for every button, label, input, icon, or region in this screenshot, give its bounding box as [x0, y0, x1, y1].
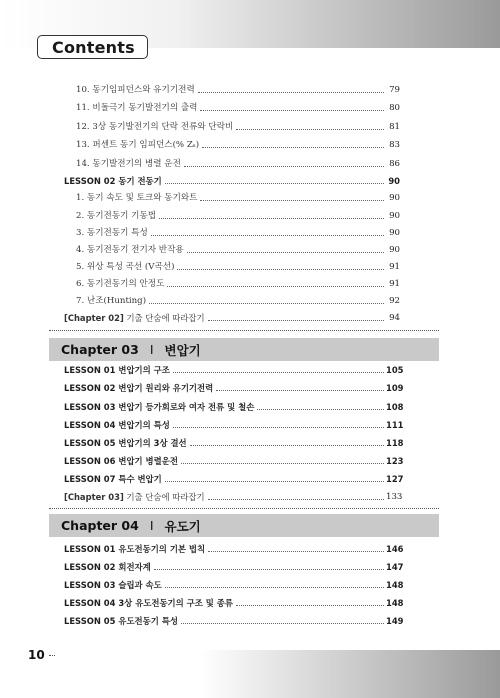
dot-leader [216, 390, 384, 391]
dot-leader [200, 110, 384, 111]
toc-entry[interactable]: 4. 동기전동기 전기자 반작용 90 [76, 245, 400, 255]
toc-entry[interactable]: 14. 동기발전기의 병렬 운전 86 [76, 159, 400, 169]
toc-lesson[interactable]: LESSON 04 변압기의 특성 111 [64, 420, 404, 430]
dot-leader [165, 481, 384, 482]
toc-lesson[interactable]: LESSON 03 슬립과 속도 148 [64, 580, 404, 590]
toc-lesson[interactable]: LESSON 02 변압기 원리와 유기기전력 109 [64, 383, 404, 393]
dot-leader [257, 409, 384, 410]
footer-band [0, 650, 500, 698]
dot-leader [200, 200, 384, 201]
toc-review[interactable]: [Chapter 03] 기출 단숨에 따라잡기 133 [64, 492, 403, 502]
dot-leader [151, 235, 384, 236]
dot-leader [187, 252, 384, 253]
dot-leader [190, 445, 384, 446]
dot-leader [202, 147, 384, 148]
page-title: Contents [52, 37, 135, 57]
toc-entry[interactable]: 10. 동기임피던스와 유기기전력 79 [76, 85, 400, 95]
toc-entry[interactable]: 12. 3상 동기발전기의 단락 전류와 단락비 81 [76, 122, 400, 132]
chapter-header[interactable]: Chapter 04 I 유도기 [49, 514, 439, 537]
dot-leader [198, 92, 384, 93]
page-number: 10 [28, 648, 45, 662]
toc-lesson[interactable]: LESSON 04 3상 유도전동기의 구조 및 종류 148 [64, 598, 404, 608]
dot-leader [181, 623, 384, 624]
dot-leader [149, 303, 384, 304]
chapter-header[interactable]: Chapter 03 I 변압기 [49, 338, 439, 361]
divider [49, 330, 439, 331]
dot-leader [167, 286, 384, 287]
page-number-mark [49, 655, 55, 656]
dot-leader [154, 569, 384, 570]
toc-entry[interactable]: 1. 동기 속도 및 토크와 동기와트 90 [76, 193, 400, 203]
toc-lesson[interactable]: LESSON 02 동기 전동기 90 [64, 176, 400, 186]
toc-lesson[interactable]: LESSON 05 변압기의 3상 결선 118 [64, 438, 404, 448]
dot-leader [208, 320, 384, 321]
dot-leader [236, 129, 384, 130]
toc-lesson[interactable]: LESSON 02 회전자계 147 [64, 562, 404, 572]
dot-leader [184, 166, 384, 167]
contents-header [37, 35, 148, 59]
toc-entry[interactable]: 5. 위상 특성 곡선 (V곡선) 91 [76, 262, 400, 272]
dot-leader [181, 463, 384, 464]
toc-entry[interactable]: 7. 난조(Hunting) 92 [76, 296, 400, 306]
dot-leader [208, 499, 384, 500]
toc-entry[interactable]: 3. 동기전동기 특성 90 [76, 228, 400, 238]
toc-entry[interactable]: 13. 퍼센트 동기 임피던스(% Zₛ) 83 [76, 140, 400, 150]
dot-leader [236, 605, 384, 606]
toc-lesson[interactable]: LESSON 01 변압기의 구조 105 [64, 365, 404, 375]
toc-lesson[interactable]: LESSON 03 변압기 등가회로와 여자 전류 및 철손 108 [64, 402, 404, 412]
dot-leader [159, 218, 384, 219]
toc-lesson[interactable]: LESSON 06 변압기 병렬운전 123 [64, 456, 404, 466]
toc-lesson[interactable]: LESSON 05 유도전동기 특성 149 [64, 616, 404, 626]
toc-entry[interactable]: 2. 동기전동기 기동법 90 [76, 211, 400, 221]
dot-leader [165, 587, 384, 588]
dot-leader [208, 551, 384, 552]
divider [49, 508, 439, 509]
toc-lesson[interactable]: LESSON 07 특수 변압기 127 [64, 474, 404, 484]
toc-lesson[interactable]: LESSON 01 유도전동기의 기본 법칙 146 [64, 544, 404, 554]
dot-leader [173, 372, 384, 373]
toc-entry[interactable]: 11. 비돌극기 동기발전기의 출력 80 [76, 103, 400, 113]
dot-leader [165, 183, 384, 184]
toc-entry[interactable]: 6. 동기전동기의 안정도 91 [76, 279, 400, 289]
toc-review[interactable]: [Chapter 02] 기출 단숨에 따라잡기 94 [64, 313, 400, 323]
dot-leader [173, 427, 384, 428]
dot-leader [177, 269, 384, 270]
